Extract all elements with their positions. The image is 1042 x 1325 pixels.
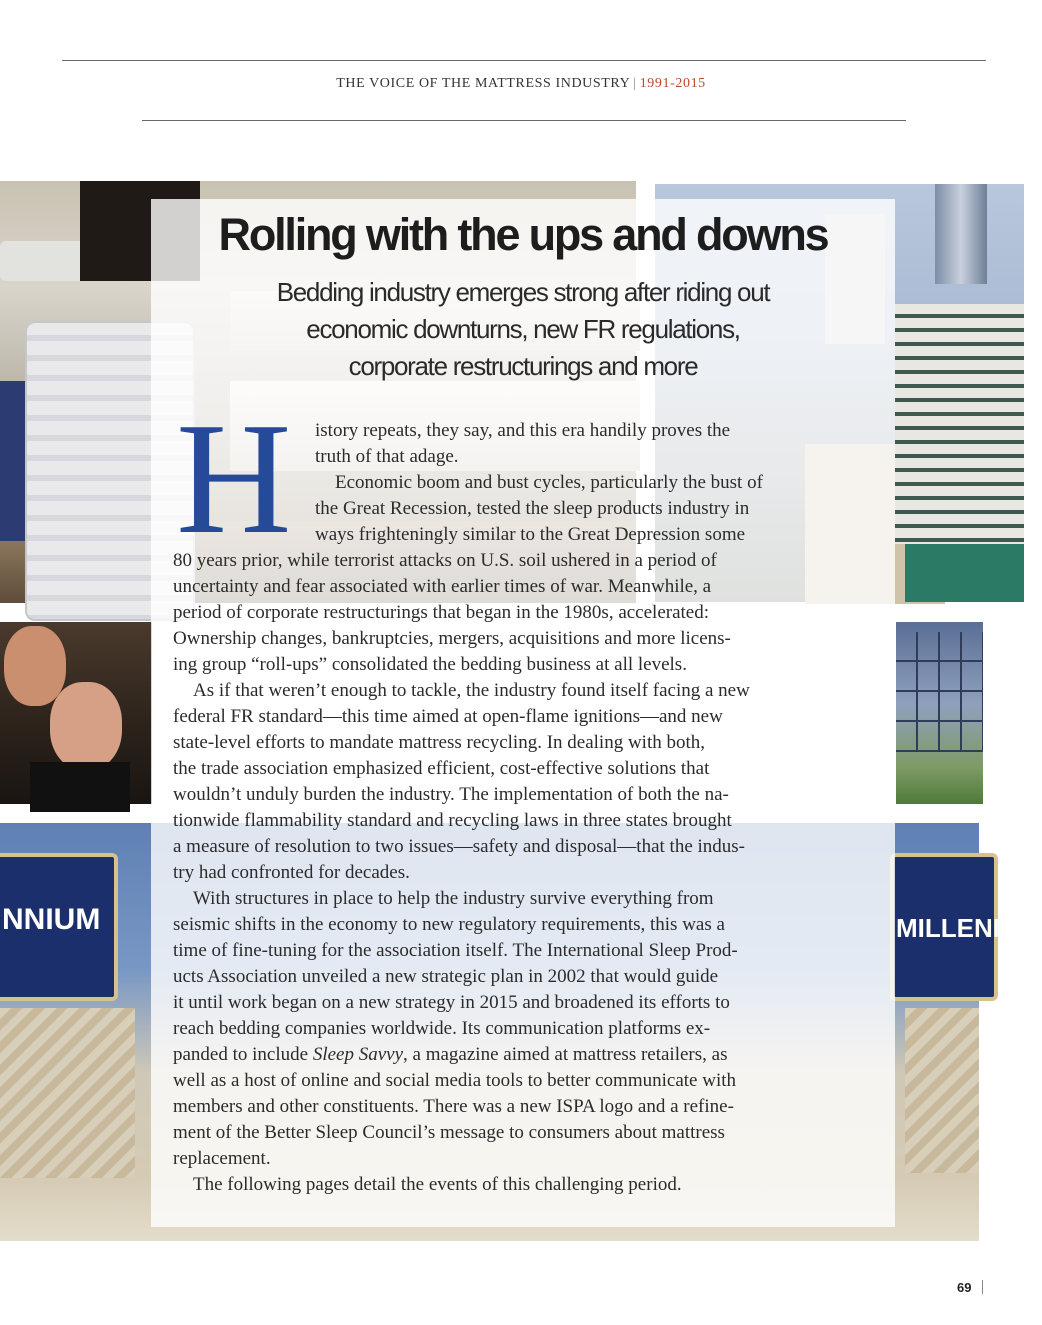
body-line: ways frighteningly similar to the Great Depression some [315, 524, 746, 545]
body-line: a measure of resolution to two issues—safety and disposal—that the indus- [173, 836, 746, 857]
body-line: the Great Recession, tested the sleep products industry in [315, 498, 750, 519]
body-line: seismic shifts in the economy to new regulatory requirements, this was a [173, 914, 725, 935]
subtitle-line: corporate restructurings and more [348, 351, 698, 381]
body-line: tionwide flammability standard and recycling laws in three states brought [173, 810, 732, 831]
body-line-lead: panded to include [173, 1044, 313, 1065]
header-years: 1991-2015 [639, 76, 706, 91]
article-subtitle [191, 274, 855, 385]
article-title: Rolling with the ups and downs [218, 209, 828, 260]
body-line: With structures in place to help the industry survive everything from [193, 888, 714, 909]
body-line: Ownership changes, bankruptcies, mergers, acquisitions and more licens- [173, 628, 731, 649]
building-photo [896, 622, 983, 804]
body-line: period of corporate restructurings that began in the 1980s, accelerated: [173, 602, 710, 623]
body-line: members and other constituents. There was a new ISPA logo and a refine- [173, 1096, 734, 1117]
body-line [173, 1042, 727, 1068]
body-line-tail: , a magazine aimed at mattress retailers, as [403, 1044, 728, 1065]
body-line: ing group “roll-ups” consolidated the bedding business at all levels. [173, 654, 687, 675]
body-line: istory repeats, they say, and this era handily proves the [315, 420, 731, 441]
header-separator: | [633, 76, 637, 91]
body-line: 80 years prior, while terrorist attacks on U.S. soil ushered in a period of [173, 550, 717, 571]
body-line: ment of the Better Sleep Council’s message to consumers about mattress [173, 1122, 725, 1143]
page-number: 69 [957, 1280, 972, 1295]
body-line: reach bedding companies worldwide. Its communication platforms ex- [173, 1018, 711, 1039]
body-line: the trade association emphasized efficient, cost-effective solutions that [173, 758, 710, 779]
showroom-sign-right: MILLENN [896, 913, 1012, 943]
body-line: As if that weren’t enough to tackle, the industry found itself facing a new [193, 680, 750, 701]
body-line: ucts Association unveiled a new strategic plan in 2002 that would guide [173, 966, 719, 987]
body-line: truth of that adage. [315, 446, 459, 467]
running-header [0, 76, 1042, 92]
showroom-sign-left: NNIUM [2, 903, 101, 936]
subtitle-line: economic downturns, new FR regulations, [306, 314, 740, 344]
page-number-bar [982, 1280, 983, 1294]
body-line: it until work began on a new strategy in 2015 and broadened its efforts to [173, 992, 730, 1013]
header-rule [142, 120, 906, 121]
drop-cap: H [176, 389, 292, 567]
body-line: uncertainty and fear associated with earlier times of war. Meanwhile, a [173, 576, 712, 597]
body-line: time of fine-tuning for the association itself. The International Sleep Prod- [173, 940, 738, 961]
body-line: wouldn’t unduly burden the industry. The implementation of both the na- [173, 784, 729, 805]
sleep-savvy-title: Sleep Savvy [312, 1044, 404, 1065]
body-line: well as a host of online and social media tools to better communicate with [173, 1070, 736, 1091]
people-photo [0, 622, 152, 804]
subtitle-line: Bedding industry emerges strong after riding out [276, 277, 770, 307]
top-rule [62, 60, 986, 61]
publication-name: THE VOICE OF THE MATTRESS INDUSTRY [336, 76, 631, 91]
body-line: federal FR standard—this time aimed at open-flame ignitions—and new [173, 706, 723, 727]
body-line: replacement. [173, 1148, 271, 1169]
body-line: Economic boom and bust cycles, particularly the bust of [335, 472, 763, 493]
body-line: state-level efforts to mandate mattress recycling. In dealing with both, [173, 732, 706, 753]
body-line: The following pages detail the events of this challenging period. [193, 1174, 682, 1195]
body-line: try had confronted for decades. [173, 862, 410, 883]
